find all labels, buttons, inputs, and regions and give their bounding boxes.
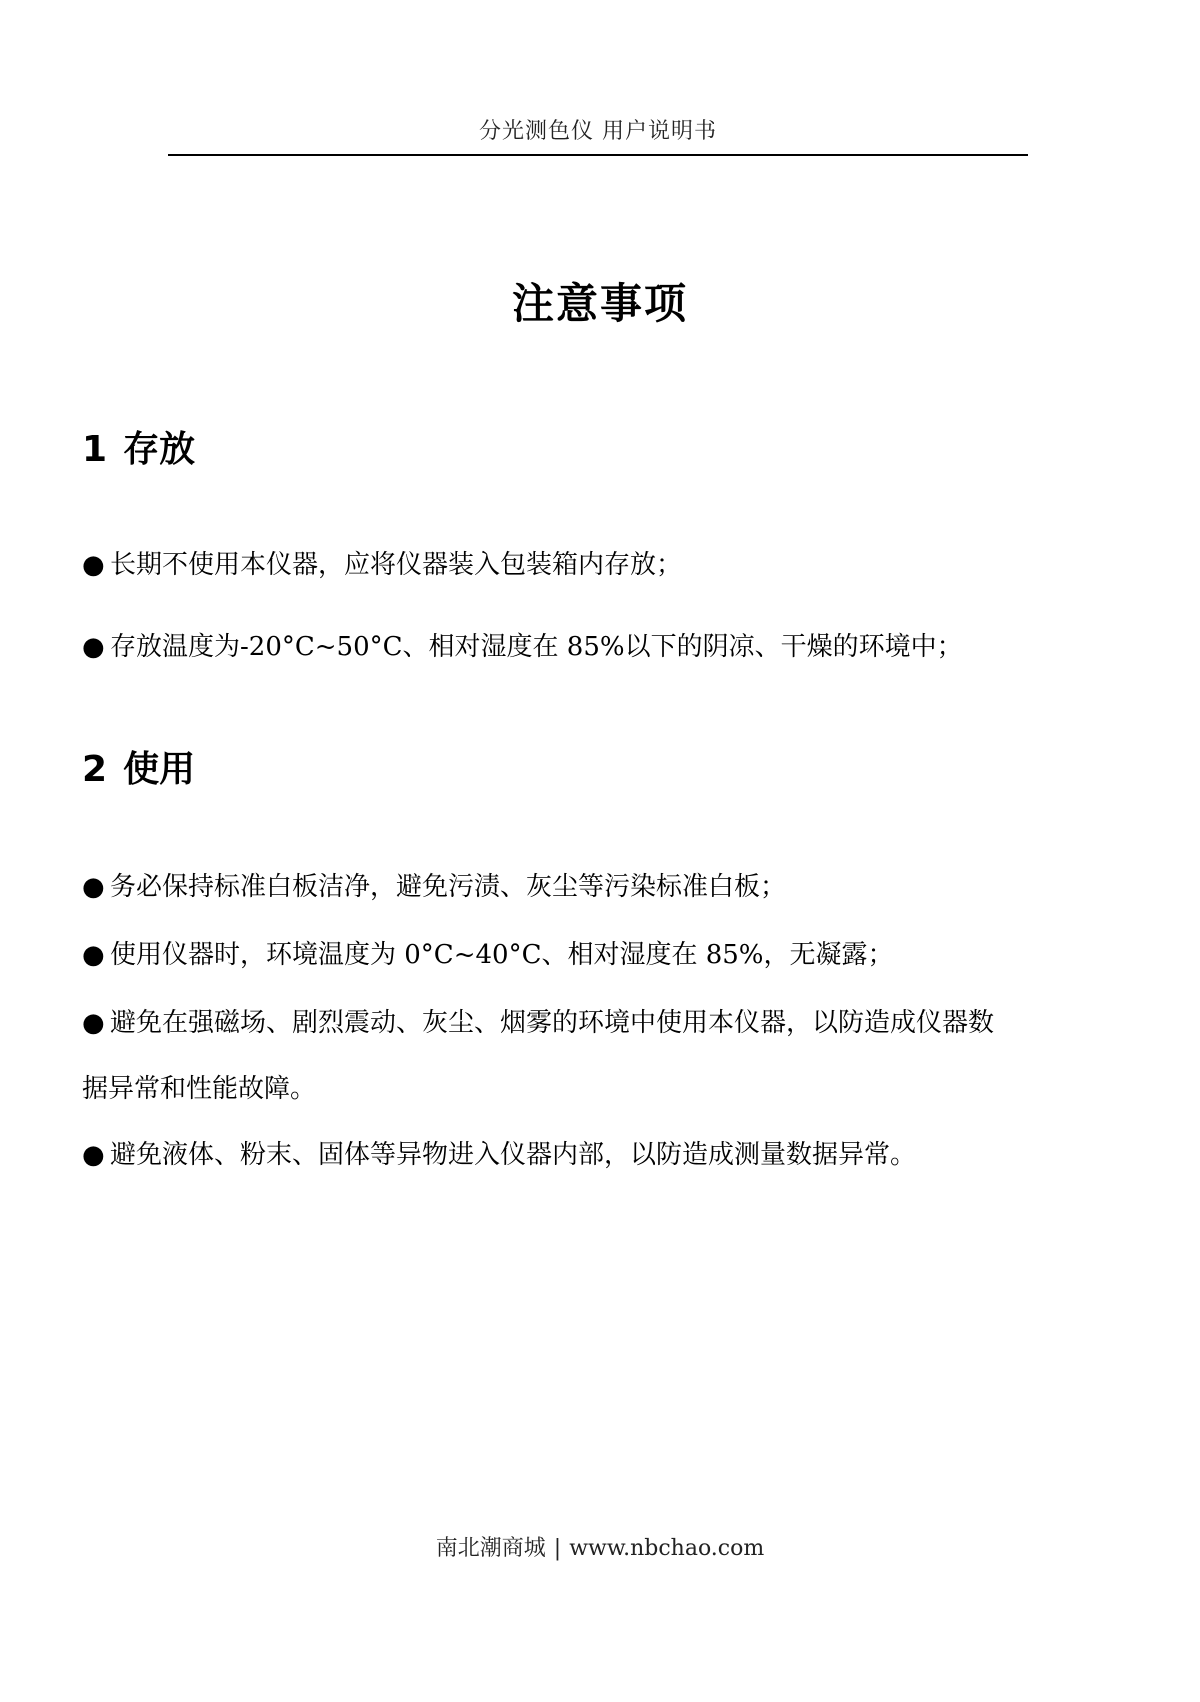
- bullet-icon: ●: [82, 1008, 105, 1038]
- section-number: 1: [82, 429, 108, 470]
- running-header: [168, 118, 1028, 156]
- list-item-text: 据异常和性能故障。: [82, 1074, 317, 1104]
- footer-separator: |: [553, 1536, 562, 1561]
- list-item-text: 使用仪器时，环境温度为 0°C~40°C、相对湿度在 85%，无凝露；: [110, 940, 894, 970]
- bullet-icon: ●: [82, 1140, 105, 1170]
- section-number: 2: [82, 749, 108, 790]
- list-item-text: 务必保持标准白板洁净，避免污渍、灰尘等污染标准白板；: [110, 872, 787, 902]
- section-title: 存放: [123, 429, 196, 470]
- bullet-icon: ●: [82, 872, 105, 902]
- list-item-text: 避免液体、粉末、固体等异物进入仪器内部，以防造成测量数据异常。: [110, 1140, 917, 1170]
- footer-url: www.nbchao.com: [569, 1536, 765, 1561]
- list-item: [82, 1138, 1132, 1172]
- list-item: [82, 630, 1132, 664]
- section-heading-storage: [82, 428, 195, 472]
- bullet-icon: ●: [82, 940, 105, 970]
- list-item-text: 存放温度为-20°C~50°C、相对湿度在 85%以下的阴凉、干燥的环境中；: [110, 632, 963, 662]
- bullet-icon: ●: [82, 550, 105, 580]
- running-header-title: 分光测色仪 用户说明书: [479, 119, 717, 144]
- list-item-text: 长期不使用本仪器，应将仪器装入包装箱内存放；: [110, 550, 683, 580]
- list-item: [82, 548, 1132, 582]
- section-heading-usage: [82, 748, 195, 792]
- list-item-text: 避免在强磁场、剧烈震动、灰尘、烟雾的环境中使用本仪器，以防造成仪器数: [110, 1008, 995, 1038]
- list-item: [82, 1006, 1132, 1040]
- page-title: 注意事项: [511, 279, 688, 328]
- list-item: [82, 870, 1132, 904]
- bullet-icon: ●: [82, 632, 105, 662]
- list-item: [82, 938, 1132, 972]
- page-footer: [0, 1534, 1200, 1564]
- list-item-continuation: [82, 1072, 1132, 1106]
- section-title: 使用: [123, 749, 196, 790]
- footer-site-name: 南北潮商城: [435, 1536, 546, 1561]
